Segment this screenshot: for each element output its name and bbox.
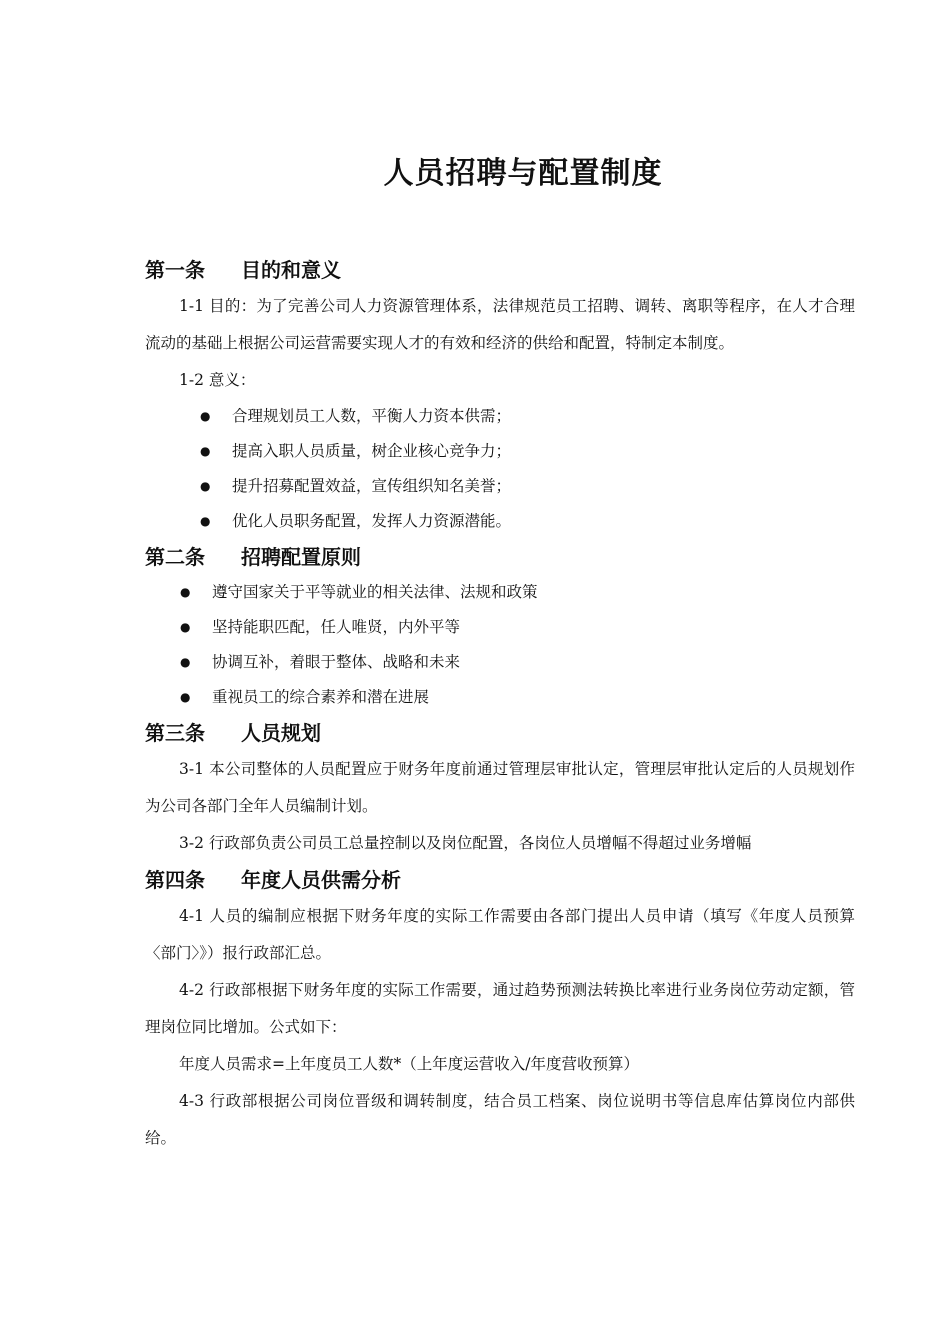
formula: 年度人员需求=上年度员工人数*（上年度运营收入/年度营收预算） [179, 1055, 639, 1073]
paragraph: 4-2 行政部根据下财务年度的实际工作需要，通过趋势预测法转换比率进行业务岗位劳动定额，管理岗位同比增加。公式如下： [145, 981, 855, 1036]
paragraph: 3-2 行政部负责公司员工总量控制以及岗位配置，各岗位人员增幅不得超过业务增幅 [179, 834, 752, 852]
bullet-icon: ● [180, 585, 191, 599]
list-item: ● 坚持能职匹配，任人唯贤，内外平等 [145, 610, 855, 645]
list-item: ● 合理规划员工人数，平衡人力资本供需； [145, 399, 855, 434]
section-heading-2 [145, 539, 855, 575]
bullet-icon: ● [200, 514, 211, 528]
section-title: 目的和意义 [241, 258, 341, 282]
list-item: ● 提升招募配置效益，宣传组织知名美誉； [145, 469, 855, 504]
bullet-list [145, 399, 855, 539]
bullet-icon: ● [180, 690, 191, 704]
paragraph: 1-2 意义： [179, 371, 256, 389]
section-title: 人员规划 [241, 721, 321, 745]
section-heading-4 [145, 862, 855, 898]
list-item: ● 重视员工的综合素养和潜在进展 [145, 680, 855, 715]
list-item: ● 提高入职人员质量，树企业核心竞争力； [145, 434, 855, 469]
section-number: 第二条 [145, 545, 205, 569]
section-heading-3 [145, 715, 855, 751]
section-number: 第一条 [145, 258, 205, 282]
bullet-list [145, 575, 855, 715]
paragraph: 4-1 人员的编制应根据下财务年度的实际工作需要由各部门提出人员申请（填写《年度人员预算〈部门〉》）报行政部汇总。 [145, 907, 855, 962]
section-number: 第四条 [145, 868, 205, 892]
bullet-icon: ● [200, 409, 211, 423]
bullet-icon: ● [200, 444, 211, 458]
paragraph: 4-3 行政部根据公司岗位晋级和调转制度，结合员工档案、岗位说明书等信息库估算岗位内部供给。 [145, 1092, 855, 1147]
bullet-icon: ● [180, 655, 191, 669]
bullet-icon: ● [200, 479, 211, 493]
section-title: 年度人员供需分析 [241, 868, 401, 892]
list-item: ● 优化人员职务配置，发挥人力资源潜能。 [145, 504, 855, 539]
section-title: 招聘配置原则 [241, 545, 361, 569]
list-item: ● 协调互补，着眼于整体、战略和未来 [145, 645, 855, 680]
section-number: 第三条 [145, 721, 205, 745]
paragraph: 3-1 本公司整体的人员配置应于财务年度前通过管理层审批认定，管理层审批认定后的人员规划作为公司各部门全年人员编制计划。 [145, 760, 855, 815]
paragraph: 1-1 目的：为了完善公司人力资源管理体系，法律规范员工招聘、调转、离职等程序，在人才合理流动的基础上根据公司运营需要实现人才的有效和经济的供给和配置，特制定本制度。 [145, 297, 855, 352]
section-heading-1 [145, 252, 855, 288]
document-body [145, 252, 855, 1157]
list-item: ● 遵守国家关于平等就业的相关法律、法规和政策 [145, 575, 855, 610]
bullet-icon: ● [180, 620, 191, 634]
document-title: 人员招聘与配置制度 [383, 156, 663, 191]
